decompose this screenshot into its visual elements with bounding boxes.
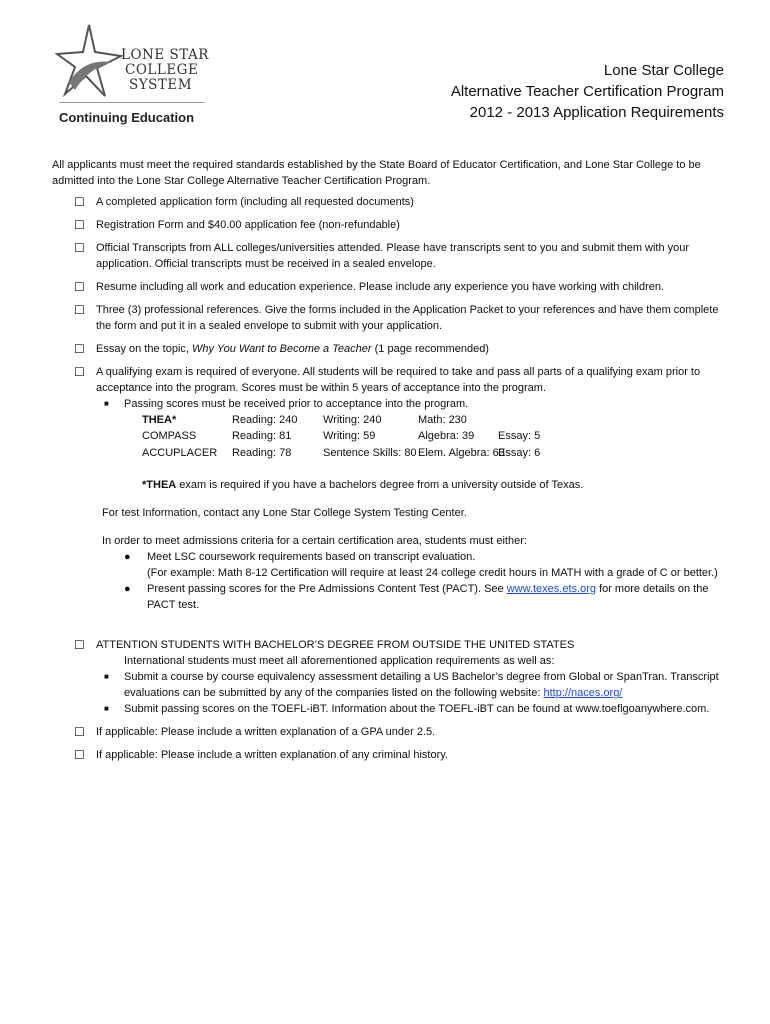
checklist-item: [52, 364, 732, 396]
square-bullet-icon: ■: [104, 399, 109, 408]
bachelor-bullet-1: ■ Submit a course by course equivalency assessment detailing a US Bachelor’s degree from Global or SpanTran. Transcript evaluations can be submitted by any of the companies listed on the following website: http://naces.org/: [104, 671, 719, 699]
checklist-item: [52, 240, 732, 272]
item-essay-prefix: Essay on the topic,: [96, 343, 192, 355]
score-row-thea: THEA* Reading: 240 Writing: 240 Math: 230: [142, 414, 467, 426]
checklist-item: [52, 302, 732, 334]
checkbox-icon[interactable]: ☐: [74, 280, 85, 294]
testing-center-note: For test Information, contact any Lone Star College System Testing Center.: [102, 507, 467, 519]
score-row-accuplacer: ACCUPLACER Reading: 78 Sentence Skills: 80 Elem. Algebra: 63 Essay: 6: [142, 447, 541, 459]
bullet-icon: ●: [124, 551, 131, 563]
item-exam: A qualifying exam is required of everyone. All students will be required to take and pass all parts of a qualifying exam prior to acceptance into the program. Scores must be within 5 years of acceptance into the program.: [96, 366, 701, 394]
checkbox-icon[interactable]: ☐: [74, 218, 85, 232]
passing-scores-bullet: ■ Passing scores must be received prior to acceptance into the program.: [104, 398, 469, 410]
item-application-form: A completed application form (including all requested documents): [96, 196, 414, 208]
logo-tagline: Continuing Education: [59, 110, 195, 125]
checkbox-icon[interactable]: ☐: [74, 638, 85, 652]
item-essay-suffix: (1 page recommended): [371, 343, 489, 355]
checkbox-icon[interactable]: ☐: [74, 342, 85, 356]
document-header: [451, 60, 724, 123]
item-gpa: If applicable: Please include a written explanation of a GPA under 2.5.: [96, 726, 436, 738]
header-line-2: Alternative Teacher Certification Program: [450, 83, 724, 100]
square-bullet-icon: ■: [104, 672, 109, 681]
requirements-body: [52, 157, 732, 763]
intro-paragraph: All applicants must meet the required standards established by the State Board of Educator Certification, and Lone Star College to be admitted into the Lone Star College Alternative Teacher Certification Program.: [52, 159, 701, 187]
checklist-item: [52, 194, 732, 210]
item-registration: Registration Form and $40.00 application fee (non-refundable): [96, 219, 400, 231]
item-bachelor-title: ATTENTION STUDENTS WITH BACHELOR’S DEGREE FROM OUTSIDE THE UNITED STATES: [96, 639, 575, 651]
checklist-item: [52, 747, 732, 763]
lone-star-college-logo: [55, 22, 215, 132]
thea-note: *THEA exam is required if you have a bachelors degree from a university outside of Texas.: [142, 479, 584, 491]
bachelor-bullet-2: ■ Submit passing scores on the TOEFL-iBT. Information about the TOEFL-iBT can be found at www.toeflgoanywhere.com.: [104, 703, 710, 715]
item-criminal: If applicable: Please include a written explanation of any criminal history.: [96, 749, 448, 761]
score-row-compass: COMPASS Reading: 81 Writing: 59 Algebra: 39 Essay: 5: [142, 430, 541, 442]
criteria-bullet-2: ● Present passing scores for the Pre Admissions Content Test (PACT). See www.texes.ets.org for more details on the PACT test.: [124, 583, 709, 611]
item-references: Three (3) professional references. Give the forms included in the Application Packet to your references and have them complete the form and put it in a sealed envelope to submit with your application.: [96, 304, 719, 332]
checklist-item: [52, 217, 732, 233]
header-line-3: 2012 - 2013 Application Requirements: [469, 104, 724, 121]
checklist-item: [52, 637, 732, 653]
checkbox-icon[interactable]: ☐: [74, 725, 85, 739]
square-bullet-icon: ■: [104, 704, 109, 713]
texes-link[interactable]: www.texes.ets.org: [506, 583, 596, 595]
header-line-1: Lone Star College: [603, 62, 724, 79]
criteria-intro: In order to meet admissions criteria for a certain certification area, students must either:: [102, 535, 527, 547]
checkbox-icon[interactable]: ☐: [74, 365, 85, 379]
logo-line-2: COLLEGE: [125, 62, 199, 78]
bullet-icon: ●: [124, 583, 131, 595]
item-essay-topic: Why You Want to Become a Teacher: [192, 343, 372, 355]
naces-link[interactable]: http://naces.org/: [543, 687, 623, 699]
checklist-item: [52, 279, 732, 295]
checkbox-icon[interactable]: ☐: [74, 748, 85, 762]
checklist-item: [52, 724, 732, 740]
star-logo-icon: [55, 22, 125, 102]
checkbox-icon[interactable]: ☐: [74, 303, 85, 317]
logo-divider: [59, 102, 205, 103]
checkbox-icon[interactable]: ☐: [74, 241, 85, 255]
checkbox-icon[interactable]: ☐: [74, 195, 85, 209]
checklist-item: [52, 341, 732, 357]
logo-line-3: SYSTEM: [129, 77, 193, 93]
bachelor-intro: International students must meet all aforementioned application requirements as well as:: [124, 655, 555, 667]
logo-line-1: LONE STAR: [121, 47, 209, 63]
criteria-bullet-1: ● Meet LSC coursework requirements based on transcript evaluation. (For example: Math 8-12 Certification will require at least 24 college credit hours in MATH with a grade of C or better.): [124, 551, 718, 579]
item-resume: Resume including all work and education experience. Please include any experience you have working with children.: [96, 281, 665, 293]
item-transcripts: Official Transcripts from ALL colleges/universities attended. Please have transcripts sent to you and submit them with your application. Official transcripts must be received in a sealed envelope.: [96, 242, 690, 270]
